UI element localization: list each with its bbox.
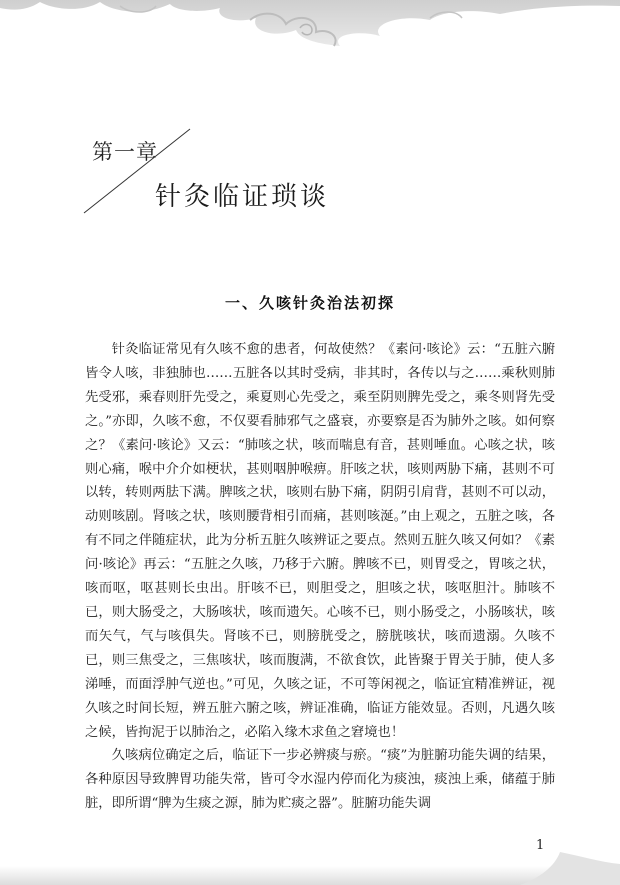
footer-ornament [0, 852, 620, 885]
paragraph: 针灸临证常见有久咳不愈的患者，何故使然？《素问·咳论》云：“五脏六腑皆令人咳，非独肺也……五脏各以其时受病，非其时，各传以与之……乘秋则肺先受邪，乘春则肝先受之，乘夏则心先受之，乘至阴则脾先受之，乘冬则肾先受之。”亦即，久咳不愈，不仅要看肺邪气之盛衰，亦要察是否为肺外之咳。如何察之？《素问·咳论》又云：“肺咳之状，咳而喘息有音，甚则唾血。心咳之状，咳则心痛，喉中介介如梗状，甚则咽肿喉痹。肝咳之状，咳则两胁下痛，甚则不可以转，转则两胠下满。脾咳之状，咳则右胁下痛，阴阴引肩背，甚则不可以动，动则咳剧。肾咳之状，咳则腰背相引而痛，甚则咳涎。”由上观之，五脏之咳，各有不同之伴随症状，此为分析五脏久咳辨证之要点。然则五脏久咳又何如？《素问·咳论》再云：“五脏之久咳，乃移于六腑。脾咳不已，则胃受之，胃咳之状，咳而呕，呕甚则长虫出。肝咳不已，则胆受之，胆咳之状，咳呕胆汁。肺咳不已，则大肠受之，大肠咳状，咳而遗矢。心咳不已，则小肠受之，小肠咳状，咳而矢气，气与咳俱失。肾咳不已，则膀胱受之，膀胱咳状，咳而遗溺。久咳不已，则三焦受之，三焦咳状，咳而腹满，不欲食饮，此皆聚于胃关于肺，使人多涕唾，而面浮肿气逆也。”可见，久咳之证，不可等闲视之，临证宜精准辨证，视久咳之时间长短，辨五脏六腑之咳，辨证准确，临证方能效显。否则，凡遇久咳之候，皆拘泥于以肺治之，必陷入缘木求鱼之窘境也！ [85, 342, 555, 740]
section-heading: 一、久咳针灸治法初探 [224, 294, 395, 312]
body-text [85, 338, 555, 816]
cloud-ornament-header [0, 0, 620, 60]
page-number: 1 [536, 838, 545, 853]
chapter-label: 第一章 [92, 140, 158, 164]
paragraph: 久咳病位确定之后，临证下一步必辨痰与瘀。“痰”为脏腑功能失调的结果，各种原因导致脾胃功能失常，皆可令水湿内停而化为痰浊，痰浊上乘，储蕴于肺脏，即所谓“脾为生痰之源，肺为贮痰之器”。脏腑功能失调 [85, 748, 555, 812]
chapter-title: 针灸临证琐谈 [155, 182, 330, 212]
